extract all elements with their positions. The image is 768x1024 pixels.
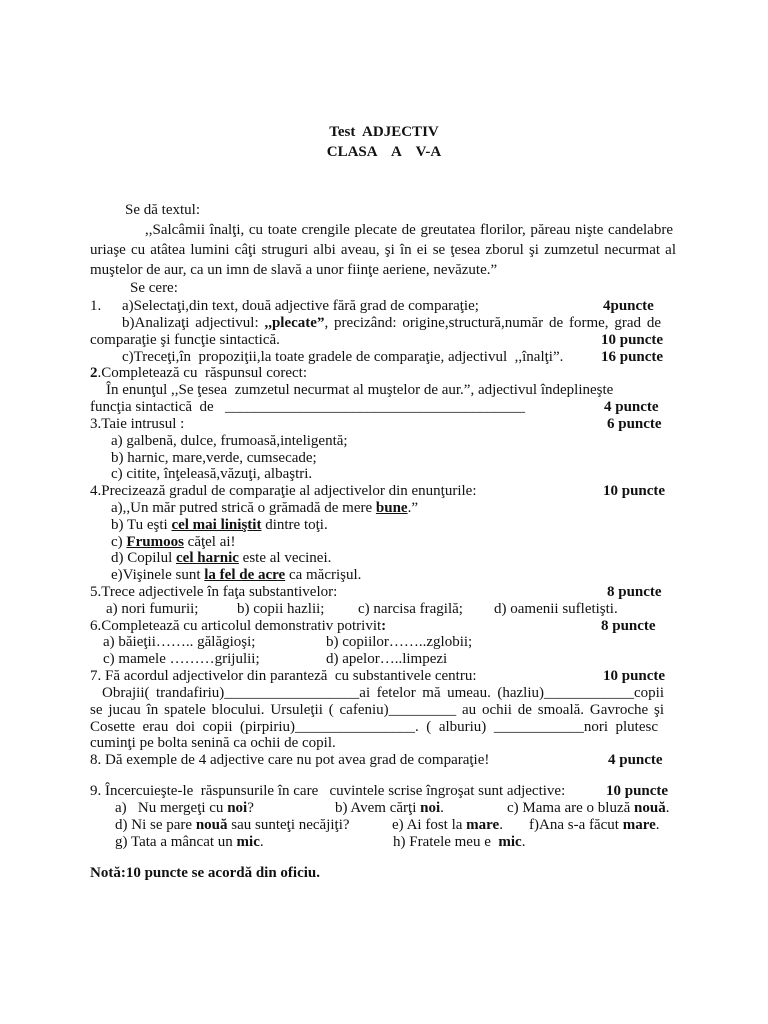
q9-points: 10 puncte	[606, 783, 669, 799]
q2-line2: funcţia sintactică de ________________________________________	[90, 399, 525, 415]
q7-line: se jucau în spatele blocului. Ursuleţii ( cafeniu)_________ au ochii de smoală. Gavroche şi	[90, 702, 664, 718]
q9-item-suffix: .	[440, 800, 444, 816]
q4-item-adjective: cel mai liniştit	[171, 517, 262, 533]
q5-option: b) copii hazlii;	[237, 601, 325, 617]
q5-option: a) nori fumurii;	[106, 601, 199, 617]
q5-option: d) oamenii sufletişti.	[494, 601, 618, 617]
q9-item-bold-word: noi	[420, 800, 441, 816]
page-title: Test ADJECTIV	[329, 124, 439, 140]
q1-b-bold-word: ,,plecate”	[264, 315, 325, 331]
q1-c-points: 16 puncte	[601, 349, 664, 365]
q8-points: 4 puncte	[608, 752, 663, 768]
q5-heading: 5.Trece adjectivele în faţa substantivelor:	[90, 584, 338, 600]
q9-item-suffix: .	[499, 817, 503, 833]
q4-item-suffix: .”	[407, 500, 418, 516]
q3-option: c) citite, înţeleasă,văzuţi, albaştri.	[111, 466, 313, 482]
q9-item	[115, 799, 254, 817]
q9-item	[392, 816, 503, 834]
q5-points: 8 puncte	[607, 584, 662, 600]
q9-item-prefix: f)Ana s-a făcut	[529, 817, 623, 833]
q7-points: 10 puncte	[603, 668, 666, 684]
q3-option: a) galbenă, dulce, frumoasă,inteligentă;	[111, 433, 348, 449]
q9-item-prefix: c) Mama are o bluză	[507, 800, 635, 816]
q2-heading-text: .Completează cu răspunsul corect:	[97, 365, 308, 381]
q9-item-bold-word: mic	[498, 834, 522, 850]
q1-b-line	[122, 314, 661, 332]
q1-number: 1.	[90, 298, 102, 314]
q9-item	[115, 833, 264, 851]
q4-item-adjective: Frumoos	[126, 534, 184, 550]
q4-item-suffix: dintre toţi.	[261, 517, 328, 533]
q4-item-suffix: căţel ai!	[183, 534, 236, 550]
q7-line: cuminţi pe bolta senină ca ochii de copil.	[90, 735, 336, 751]
q9-item-suffix: sau sunteţi necăjiţi?	[227, 817, 350, 833]
q7-heading: 7. Fă acordul adjectivelor din paranteză cu substantivele centru:	[90, 668, 477, 684]
q4-item-adjective: bune	[375, 500, 408, 516]
q9-item-bold-word: noi	[227, 800, 248, 816]
q3-points: 6 puncte	[607, 416, 662, 432]
q5-option: c) narcisa fragilă;	[358, 601, 463, 617]
q4-points: 10 puncte	[603, 483, 666, 499]
q4-item	[111, 549, 331, 567]
q2-points: 4 puncte	[604, 399, 659, 415]
q9-item	[529, 816, 660, 834]
q4-item-prefix: d) Copilul	[111, 550, 177, 566]
q9-item-suffix: .	[655, 817, 660, 833]
q9-item-bold-word: mare	[622, 817, 656, 833]
passage-line: uriaşe cu atâtea lumini câţi struguri albi aveau, şi în ei se ţesea zborul şi zumzetul necurmat al	[90, 242, 676, 258]
q7-line: Obrajii( trandafiriu)__________________ai fetelor mă umeau. (hazliu)____________copii	[102, 685, 664, 701]
q4-item-prefix: e)Vişinele sunt	[111, 567, 205, 583]
q7-line: Cosette erau doi copii (pirpiriu)________________. ( alburiu) ____________nori plutesc	[90, 719, 658, 735]
q9-item-suffix: .	[521, 834, 526, 850]
q9-item	[393, 833, 525, 851]
q4-item-adjective: la fel de acre	[204, 567, 286, 583]
q4-item	[111, 566, 361, 584]
q4-item-prefix: b) Tu eşti	[111, 517, 172, 533]
q1-a-text: a)Selectaţi,din text, două adjective fără grad de comparaţie;	[122, 298, 479, 314]
q6-option: b) copiilor……..zglobii;	[326, 634, 473, 650]
q1-b-prefix: b)Analizaţi adjectivul:	[122, 315, 265, 331]
q9-item	[507, 799, 669, 817]
q6-option: c) mamele ………grijulii;	[103, 651, 260, 667]
q9-item-prefix: e) Ai fost la	[392, 817, 467, 833]
q9-item	[115, 816, 350, 834]
q4-item	[111, 499, 418, 517]
footer-note: Notă:10 puncte se acordă din oficiu.	[90, 865, 320, 881]
text-label: Se dă textul:	[125, 202, 200, 218]
q3-heading: 3.Taie intrusul :	[90, 416, 185, 432]
q9-item-prefix: b) Avem cărţi	[335, 800, 421, 816]
q4-item-suffix: este al vecinei.	[238, 550, 332, 566]
q6-option: d) apelor…..limpezi	[326, 651, 448, 667]
passage-line: ,,Salcâmii înalţi, cu toate crengile plecate de greutatea florilor, păreau nişte candelabre	[145, 222, 673, 238]
q9-item-suffix: .	[259, 834, 264, 850]
q9-item-bold-word: mic	[236, 834, 260, 850]
q9-item-suffix: .	[665, 800, 670, 816]
q9-item-suffix: ?	[247, 800, 254, 816]
q9-item-prefix: d) Ni se pare	[115, 817, 196, 833]
q9-item-bold-word: nouă	[634, 800, 666, 816]
q1-b-suffix: , precizând: origine,structură,număr de forme, grad de	[324, 315, 662, 331]
q3-option: b) harnic, mare,verde, cumsecade;	[111, 450, 317, 466]
q4-item	[111, 516, 328, 534]
q9-heading: 9. Încercuieşte-le răspunsurile în care cuvintele scrise îngroşat sunt adjective:	[90, 783, 566, 799]
tasks-label: Se cere:	[130, 280, 178, 296]
q2-line1: În enunţul ,,Se ţesea zumzetul necurmat al muştelor de aur.”, adjectivul îndeplineşte	[106, 382, 614, 398]
q8-heading: 8. Dă exemple de 4 adjective care nu pot avea grad de comparaţie!	[90, 752, 490, 768]
q6-heading-colon: :	[381, 618, 387, 634]
q4-heading: 4.Precizează gradul de comparaţie al adjectivelor din enunţurile:	[90, 483, 477, 499]
q4-item-prefix: a),,Un măr putred strică o grămadă de mere	[111, 500, 376, 516]
q2-number: 2	[90, 365, 98, 381]
q2-heading	[90, 364, 307, 382]
passage-line: muştelor de aur, ca un imn de slavă a unor fiinţe aeriene, nevăzute.”	[90, 262, 498, 278]
q9-item-prefix: g) Tata a mâncat un	[115, 834, 237, 850]
q6-points: 8 puncte	[601, 618, 656, 634]
q4-item-suffix: ca măcrişul.	[285, 567, 362, 583]
class-subtitle: CLASA A V-A	[326, 144, 442, 160]
q1-a-points: 4puncte	[603, 298, 654, 314]
q9-item-bold-word: mare	[466, 817, 500, 833]
q4-item-adjective: cel harnic	[176, 550, 239, 566]
q9-item-prefix: a) Nu mergeţi cu	[115, 800, 228, 816]
q1-b-line2: comparaţie şi funcţie sintactică.	[90, 332, 280, 348]
q1-b-points: 10 puncte	[601, 332, 664, 348]
q4-item-prefix: c)	[111, 534, 127, 550]
q9-item-bold-word: nouă	[195, 817, 228, 833]
q6-heading-text: 6.Completează cu articolul demonstrativ potrivit	[90, 618, 382, 634]
q9-item	[335, 799, 444, 817]
q9-item-prefix: h) Fratele meu e	[393, 834, 499, 850]
q6-option: a) băieţii…….. gălăgioşi;	[103, 634, 256, 650]
q1-c-text: c)Treceţi,în propoziţii,la toate gradele de comparaţie, adjectivul ,,înalţi”.	[122, 349, 564, 365]
